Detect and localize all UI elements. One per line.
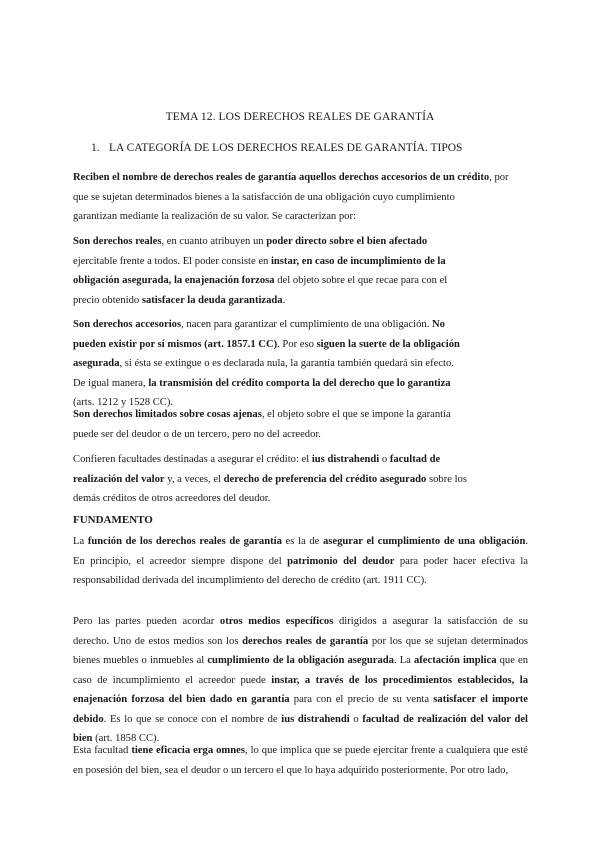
text-line — [73, 207, 525, 227]
bold-text: asegurada — [73, 358, 120, 369]
bold-text: derechos reales de garantía — [242, 635, 369, 647]
text-run: que en — [496, 655, 528, 666]
text-run: del objeto sobre el que recae para con el — [274, 275, 448, 286]
bold-text: satisfacer la deuda garantizada — [141, 294, 283, 306]
text-run: o — [379, 454, 390, 465]
section-number: 1. — [91, 142, 100, 154]
text-line — [73, 612, 528, 632]
bold-text: derecho de preferencia del crédito asegurado — [223, 473, 427, 485]
text-line — [73, 315, 525, 335]
section-title: LA CATEGORÍA DE LOS DERECHOS REALES DE GARANTÍA. TIPOS — [109, 142, 463, 154]
text-line — [73, 690, 528, 710]
bold-text: instar, a través de los procedimientos establecidos, la — [271, 674, 528, 686]
text-run: o — [349, 713, 363, 725]
text-run: , por — [489, 172, 509, 183]
text-run: para poder hacer efectiva la — [394, 555, 528, 567]
bold-text: ius distrahendi — [281, 713, 350, 725]
bold-text: Son derechos reales — [73, 236, 162, 247]
text-run: (arts. 1212 y 1528 CC). — [73, 397, 174, 408]
bold-text: facultad de realización del valor del — [362, 713, 529, 725]
text-line — [73, 291, 525, 311]
bold-text: Son derechos limitados sobre cosas ajenas — [73, 409, 262, 420]
text-run: y, a veces, el — [164, 473, 224, 485]
text-run: sobre los — [426, 473, 467, 485]
bold-text: bien — [73, 733, 93, 744]
bold-text: enajenación forzosa del bien dado en garantía — [73, 694, 290, 705]
text-line — [73, 335, 525, 355]
text-line — [73, 632, 528, 652]
text-run: , nacen para garantizar el cumplimiento de una obligación. — [181, 319, 433, 330]
text-run: . — [525, 536, 528, 547]
text-run: , el objeto sobre el que se impone la garantía — [261, 409, 451, 420]
text-line — [73, 571, 528, 591]
text-run: La — [73, 536, 88, 547]
text-run: precio obtenido — [73, 294, 142, 306]
text-run: garantizan mediante la realización de su valor. Se caracterizan por: — [73, 211, 356, 222]
text-line — [73, 232, 525, 252]
section-heading — [91, 142, 462, 154]
text-run: en posesión del bien, sea el deudor o un tercero el que lo haya adquirido posteriormente. Por otro lado, — [73, 764, 509, 776]
bold-text: realización del valor — [73, 473, 165, 485]
text-run: , lo que implica que se puede ejercitar frente a cualquiera que esté — [244, 745, 528, 756]
text-run: ejercitable frente a todos. El poder consiste en — [73, 255, 271, 267]
text-run: De igual manera, — [73, 377, 149, 389]
text-line — [73, 651, 528, 671]
text-run: es la de — [281, 536, 323, 547]
paragraph-derechos-reales — [73, 232, 525, 310]
bold-text: instar, en caso de incumplimiento de la — [270, 255, 446, 267]
document-title: TEMA 12. LOS DERECHOS REALES DE GARANTÍA — [165, 111, 435, 123]
paragraph-facultades — [73, 450, 525, 509]
bold-text: ius distrahendi — [311, 454, 380, 465]
bold-text: cumplimiento de la obligación asegurada — [207, 655, 394, 666]
text-run: responsabilidad derivada del incumplimiento del derecho de crédito (art. 1911 CC). — [73, 575, 427, 586]
paragraph-derechos-accesorios — [73, 315, 525, 413]
text-run: dirigidos a asegurar la satisfacción de su — [333, 616, 528, 627]
paragraph-otros-medios — [73, 612, 528, 749]
text-run: puede ser del deudor o de un tercero, pero no del acreedor. — [73, 428, 321, 440]
bold-text: obligación asegurada, la enajenación forzosa — [73, 275, 275, 286]
text-line — [73, 168, 525, 188]
bold-text: Reciben el nombre de derechos reales de garantía aquellos derechos accesorios de un crédito — [73, 172, 490, 183]
bold-text: otros medios específicos — [219, 616, 334, 627]
text-line — [73, 470, 525, 490]
text-run: para con el precio de su venta — [289, 694, 434, 705]
text-line — [73, 374, 525, 394]
paragraph-derechos-limitados — [73, 405, 525, 444]
text-run: , si ésta se extingue o es declarada nula, la garantía también quedará sin efecto. — [119, 358, 454, 369]
text-run: Pero las partes pueden acordar — [73, 616, 220, 627]
text-run: bienes muebles o inmuebles al — [73, 655, 208, 666]
text-line — [73, 710, 528, 730]
text-line — [73, 252, 525, 272]
text-run: (art. 1858 CC). — [92, 733, 160, 744]
text-run: . — [282, 294, 286, 306]
text-run: . Es lo que se conoce con el nombre de — [103, 713, 282, 725]
bold-text: facultad de — [389, 454, 441, 465]
text-run: . Por eso — [277, 338, 317, 350]
paragraph-eficacia — [73, 741, 528, 780]
bold-text: función de los derechos reales de garantía — [87, 536, 282, 547]
text-line — [73, 489, 525, 509]
bold-text: siguen la suerte de la obligación — [316, 338, 460, 350]
bold-text: No — [432, 319, 445, 330]
text-run: demás créditos de otros acreedores del deudor. — [73, 493, 271, 504]
text-run: Esta facultad — [73, 745, 132, 756]
text-run: derecho. Uno de estos medios son los — [73, 635, 243, 647]
bold-text: patrimonio del deudor — [287, 555, 395, 567]
text-line — [73, 741, 528, 761]
bold-text: poder directo sobre el bien afectado — [266, 236, 428, 247]
bold-text: afectación implica — [413, 655, 497, 666]
bold-text: debido — [73, 713, 104, 725]
bold-text: pueden existir por sí mismos (art. 1857.1 CC) — [73, 338, 278, 350]
bold-text: tiene eficacia erga omnes — [131, 745, 245, 756]
text-line — [73, 271, 525, 291]
bold-text: la transmisión del crédito comporta la del derecho que lo garantiza — [148, 377, 451, 389]
text-line — [73, 425, 525, 445]
text-line — [73, 761, 528, 781]
text-run: caso de incumplimiento el acreedor puede — [73, 674, 272, 686]
bold-text: asegurar el cumplimiento de una obligación — [323, 536, 526, 547]
paragraph-funcion — [73, 532, 528, 591]
bold-text: satisfacer el importe — [433, 694, 528, 705]
text-run: por los que se sujetan determinados — [368, 635, 529, 647]
text-run: , en cuanto atribuyen un — [161, 236, 267, 247]
text-run: . La — [393, 655, 414, 666]
text-line — [73, 405, 525, 425]
text-line — [73, 532, 528, 552]
text-line — [73, 450, 525, 470]
text-run: En principio, el acreedor siempre dispone del — [73, 555, 288, 567]
paragraph-definition — [73, 168, 525, 227]
bold-text: Son derechos accesorios — [73, 319, 182, 330]
text-run: que se sujetan determinados bienes a la satisfacción de una obligación cuyo cumplimiento — [73, 191, 455, 203]
text-run: Confieren facultades destinadas a asegurar el crédito: el — [73, 454, 312, 465]
text-line — [73, 188, 525, 208]
heading-fundamento: FUNDAMENTO — [73, 514, 153, 526]
text-line — [73, 354, 525, 374]
text-line — [73, 552, 528, 572]
text-line — [73, 671, 528, 691]
